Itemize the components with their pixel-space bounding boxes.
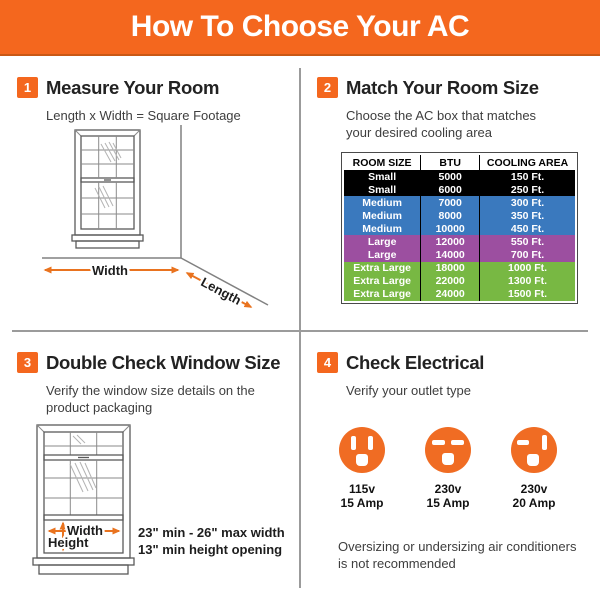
table-cell-cooling-area: 350 Ft. xyxy=(479,209,575,222)
table-cell-btu: 10000 xyxy=(420,222,479,235)
width-label: Width xyxy=(92,263,128,278)
table-cell-room-size: Medium xyxy=(362,196,402,209)
window-size-note: 23" min - 26" max width 13" min height opening xyxy=(138,525,285,557)
table-cell-cooling-area: 1000 Ft. xyxy=(479,262,575,275)
outlet-230v-15amp-icon xyxy=(425,427,471,473)
table-row xyxy=(344,249,575,262)
room-corner-lines xyxy=(42,125,268,305)
table-row xyxy=(344,235,575,248)
table-cell-cooling-area: 700 Ft. xyxy=(479,249,575,262)
table-cell-btu: 12000 xyxy=(420,235,479,248)
table-cell-room-size: Extra Large xyxy=(353,275,411,288)
section-title-window: Double Check Window Size xyxy=(46,352,281,373)
outlet-label: 230v 20 Amp xyxy=(512,482,556,510)
step-4-badge: 4 xyxy=(317,352,338,373)
table-cell-room-size: Small xyxy=(368,170,397,183)
outlet-230v-20amp-icon xyxy=(511,427,557,473)
table-cell-room-size: Large xyxy=(367,236,397,249)
table-row xyxy=(344,183,575,196)
table-cell-btu: 24000 xyxy=(420,288,479,301)
horizontal-divider xyxy=(12,330,588,332)
window-icon xyxy=(72,130,143,248)
height-label: Height xyxy=(48,535,89,550)
table-cell-cooling-area: 550 Ft. xyxy=(479,235,575,248)
table-cell-cooling-area: 250 Ft. xyxy=(479,183,575,196)
table-header-cooling-area: COOLING AREA xyxy=(479,155,575,170)
page-title: How To Choose Your AC xyxy=(130,10,470,43)
table-cell-btu: 5000 xyxy=(420,170,479,183)
table-cell-btu: 6000 xyxy=(420,183,479,196)
width-arrow xyxy=(45,263,178,278)
table-cell-cooling-area: 450 Ft. xyxy=(479,222,575,235)
window-size-illustration xyxy=(15,420,295,590)
step-2-badge: 2 xyxy=(317,77,338,98)
outlet-115v-15amp xyxy=(330,427,394,510)
section-subtitle-window: Verify the window size details on the product packaging xyxy=(46,383,255,415)
table-row xyxy=(344,209,575,222)
outlet-230v-20amp xyxy=(502,427,566,510)
table-cell-room-size: Extra Large xyxy=(353,262,411,275)
open-window-icon xyxy=(33,425,134,574)
table-cell-cooling-area: 1500 Ft. xyxy=(479,288,575,301)
table-row xyxy=(344,196,575,209)
table-cell-room-size: Extra Large xyxy=(353,288,411,301)
table-cell-btu: 22000 xyxy=(420,275,479,288)
table-cell-room-size: Medium xyxy=(362,209,402,222)
room-size-table-body xyxy=(344,170,575,301)
table-row xyxy=(344,288,575,301)
section-title-electrical: Check Electrical xyxy=(346,352,485,373)
sizing-note: Oversizing or undersizing air conditioners is not recommended xyxy=(338,539,577,571)
table-header-room-size: ROOM SIZE xyxy=(352,156,412,169)
outlet-115v-icon xyxy=(339,427,385,473)
table-cell-btu: 14000 xyxy=(420,249,479,262)
table-row xyxy=(344,222,575,235)
section-subtitle-match: Choose the AC box that matches your desired cooling area xyxy=(346,108,537,140)
section-subtitle-electrical: Verify your outlet type xyxy=(346,383,472,398)
outlet-label: 115v 15 Amp xyxy=(340,482,384,510)
room-measure-illustration xyxy=(15,118,290,318)
table-cell-room-size: Small xyxy=(368,183,397,196)
table-row xyxy=(344,170,575,183)
outlet-label: 230v 15 Amp xyxy=(426,482,470,510)
table-cell-btu: 7000 xyxy=(420,196,479,209)
table-header-btu: BTU xyxy=(420,155,479,170)
section-subtitle-measure: Length x Width = Square Footage xyxy=(46,108,241,123)
header-banner xyxy=(0,0,600,56)
section-title-measure: Measure Your Room xyxy=(46,77,220,98)
table-cell-btu: 8000 xyxy=(420,209,479,222)
step-1-badge: 1 xyxy=(17,77,38,98)
table-cell-room-size: Large xyxy=(367,249,397,262)
section-title-match: Match Your Room Size xyxy=(346,77,539,98)
table-cell-cooling-area: 1300 Ft. xyxy=(479,275,575,288)
outlet-230v-15amp xyxy=(416,427,480,510)
table-row xyxy=(344,275,575,288)
table-cell-cooling-area: 150 Ft. xyxy=(479,170,575,183)
table-row xyxy=(344,262,575,275)
table-header-row xyxy=(344,155,575,170)
table-cell-room-size: Medium xyxy=(362,222,402,235)
table-cell-btu: 18000 xyxy=(420,262,479,275)
step-3-badge: 3 xyxy=(17,352,38,373)
table-cell-cooling-area: 300 Ft. xyxy=(479,196,575,209)
room-size-table xyxy=(341,152,578,304)
glass-reflection-hatch xyxy=(70,435,96,492)
vertical-divider xyxy=(299,68,301,588)
width-label: Width xyxy=(67,523,103,538)
length-label: Length xyxy=(198,274,244,308)
